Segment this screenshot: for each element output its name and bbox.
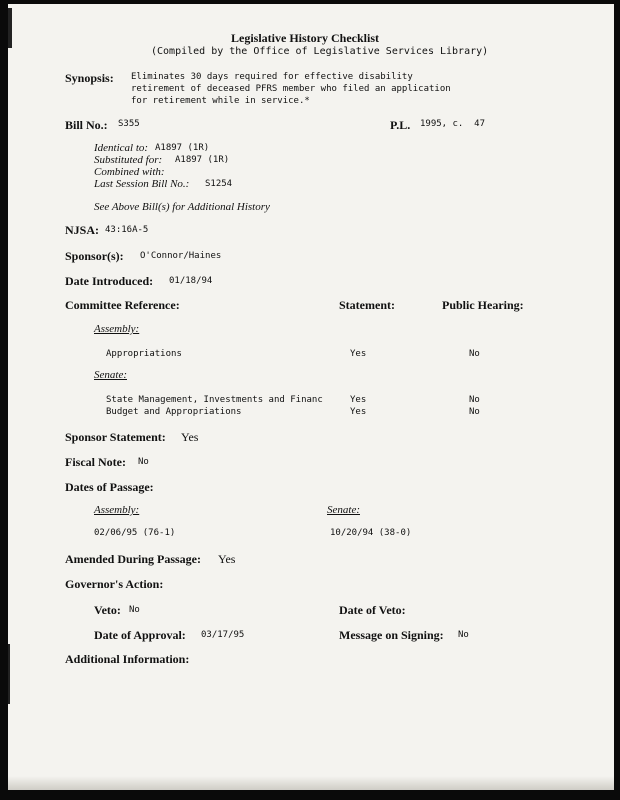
committee-assembly-label: Assembly:: [94, 323, 140, 335]
identical-to-label: Identical to:: [94, 142, 149, 154]
last-session-value: S1254: [205, 179, 233, 189]
date-introduced-value: 01/18/94: [169, 276, 213, 286]
date-of-veto-label: Date of Veto:: [339, 603, 406, 617]
synopsis-line-3: for retirement while in service.*: [131, 96, 310, 106]
committee-row-statement: Yes: [350, 407, 367, 417]
committee-row-statement: Yes: [350, 349, 367, 359]
pl-value: 1995, c. 47: [420, 119, 486, 129]
message-on-signing-label: Message on Signing:: [339, 628, 444, 642]
pl-label: P.L.: [390, 118, 411, 132]
additional-information-label: Additional Information:: [65, 652, 190, 666]
committee-row-name: Appropriations: [106, 349, 182, 359]
amended-during-passage-value: Yes: [218, 552, 236, 566]
fiscal-note-label: Fiscal Note:: [65, 455, 126, 469]
sponsor-statement-label: Sponsor Statement:: [65, 430, 166, 444]
sponsors-value: O'Connor/Haines: [140, 251, 222, 261]
document-subtitle: (Compiled by the Office of Legislative Services Library): [151, 46, 489, 57]
committee-reference-label: Committee Reference:: [65, 298, 180, 312]
bill-number-label: Bill No.:: [65, 118, 108, 132]
scan-edge-mark: [8, 8, 12, 48]
passage-assembly-value: 02/06/95 (76-1): [94, 528, 176, 538]
last-session-label: Last Session Bill No.:: [94, 178, 190, 190]
synopsis-label: Synopsis:: [65, 71, 114, 85]
scan-bottom-shadow: [8, 776, 614, 790]
identical-to-value: A1897 (1R): [155, 143, 210, 153]
combined-with-label: Combined with:: [94, 166, 165, 178]
amended-during-passage-label: Amended During Passage:: [65, 552, 202, 566]
message-on-signing-value: No: [458, 630, 469, 640]
committee-row-hearing: No: [469, 349, 480, 359]
sponsor-statement-value: Yes: [181, 430, 199, 444]
date-of-approval-label: Date of Approval:: [94, 628, 186, 642]
governors-action-label: Governor's Action:: [65, 577, 164, 591]
synopsis-line-1: Eliminates 30 days required for effective disability: [131, 72, 413, 82]
njsa-value: 43:16A-5: [105, 225, 149, 235]
see-above-note: See Above Bill(s) for Additional History: [94, 201, 270, 213]
date-of-approval-value: 03/17/95: [201, 630, 245, 640]
passage-assembly-label: Assembly:: [94, 504, 140, 516]
veto-value: No: [129, 605, 140, 615]
sponsors-label: Sponsor(s):: [65, 249, 124, 263]
substituted-for-label: Substituted for:: [94, 154, 163, 166]
passage-senate-value: 10/20/94 (38-0): [330, 528, 412, 538]
committee-row-name: State Management, Investments and Financ: [106, 395, 323, 405]
committee-row-hearing: No: [469, 395, 480, 405]
fiscal-note-value: No: [138, 457, 149, 467]
bill-number-value: S355: [118, 119, 140, 129]
passage-senate-label: Senate:: [327, 504, 360, 516]
committee-senate-label: Senate:: [94, 369, 127, 381]
checklist-page: [8, 4, 614, 790]
veto-label: Veto:: [94, 603, 121, 617]
substituted-for-value: A1897 (1R): [175, 155, 230, 165]
committee-row-statement: Yes: [350, 395, 367, 405]
public-hearing-header: Public Hearing:: [442, 298, 524, 312]
committee-row-name: Budget and Appropriations: [106, 407, 242, 417]
document-title: Legislative History Checklist: [231, 31, 379, 45]
date-introduced-label: Date Introduced:: [65, 274, 154, 288]
statement-header: Statement:: [339, 298, 395, 312]
synopsis-line-2: retirement of deceased PFRS member who filed an application: [131, 84, 451, 94]
njsa-label: NJSA:: [65, 223, 100, 237]
scan-edge-mark: [8, 644, 10, 704]
committee-row-hearing: No: [469, 407, 480, 417]
dates-of-passage-label: Dates of Passage:: [65, 480, 154, 494]
